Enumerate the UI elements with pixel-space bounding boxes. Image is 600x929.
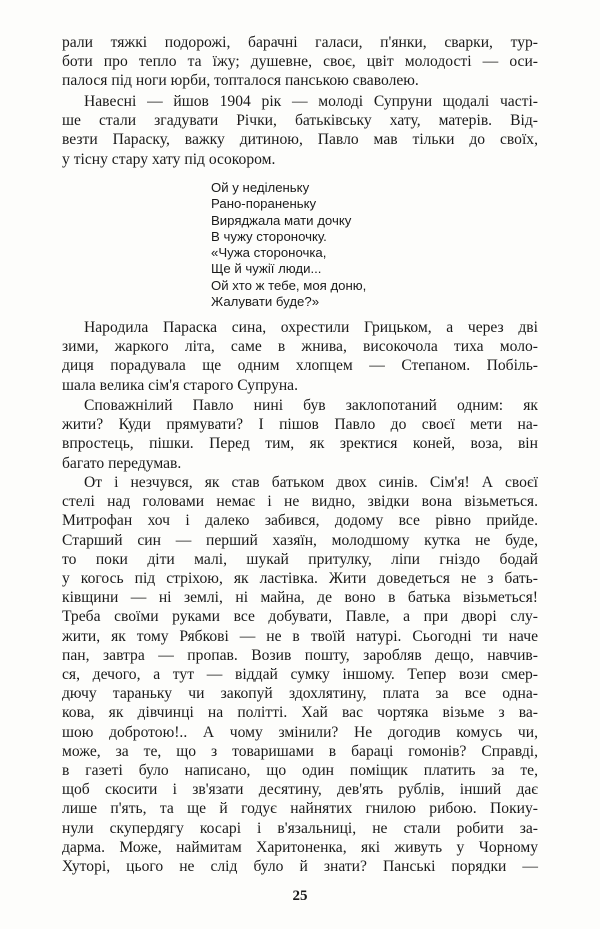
- text-line: рали тяжкі подорожі, барачні галаси, п'янки, сварки, тур-: [62, 34, 538, 51]
- page-number: 25: [292, 888, 308, 904]
- text-line: Митрофан хоч і далеко забився, додому все рівно прийде.: [62, 512, 538, 530]
- text-line: може, за те, що з товаришами в бараці гомонів? Справді,: [62, 742, 538, 760]
- text-line: то поки діти малі, шукай притулку, ліпи гніздо бодай: [62, 550, 538, 568]
- text-line: у когось під стріхою, як ластівка. Жити доведеться не з бать-: [62, 570, 538, 588]
- text-line: ся, дечого, а тут — віддай сумку іншому. Тепер вози смер-: [62, 666, 538, 684]
- text-line: жити? Куди прямувати? І пішов Павло до своєї мети на-: [62, 416, 538, 434]
- text-line: лише п'ять, та ще й годує найнятих гнилою рибою. Покиу-: [62, 800, 538, 818]
- text-line: диця порадувала ще одним хлопцем — Степаном. Побіль-: [62, 357, 538, 375]
- text-line: нули скупердягу косарі і в'язальниці, не стали робити за-: [62, 819, 538, 837]
- paragraph-1: [62, 33, 538, 91]
- text-line: впростець, пішки. Перед тим, як зректися коней, воза, він: [62, 435, 538, 453]
- text-line: в газеті було написано, що один поміщик платить за те,: [62, 762, 538, 780]
- text-line: зими, жаркого літа, саме в жнива, високочола тиха моло-: [62, 338, 538, 356]
- verse-line: Ще й чужії люди...: [211, 261, 322, 277]
- text-line: боти про тепло та їжу; душевне, своє, цвіт молодості — оси-: [62, 53, 538, 71]
- paragraph-2: [62, 92, 538, 169]
- text-line: ківщини — ні землі, ні майна, де воно в батька візьметься!: [62, 589, 538, 607]
- text-line: пан, завтра — пропав. Возив пошту, заробляв дещо, навчив-: [62, 646, 538, 664]
- text-line: Треба своїми руками все добувати, Павле, а при дворі слу-: [62, 608, 538, 626]
- text-line: стелі над головами немає і не видно, звідки вона візьметься.: [62, 493, 538, 511]
- verse-line: Ой у неділеньку: [211, 180, 310, 195]
- text-line: ше стали згадувати Річки, батьківську хату, матерів. Від-: [62, 112, 538, 130]
- paragraph-4: [62, 396, 538, 473]
- text-line: От і незчувся, як став батьком двох синів. Сім'я! А своєї: [84, 474, 538, 491]
- verse-line: Рано-пораненьку: [211, 196, 317, 212]
- text-line: везти Параску, важку дитиною, Павло мав тільки до своїх,: [62, 131, 538, 149]
- text-line: шою добротою!.. А чому змінили? Не догодив комусь чи,: [62, 723, 538, 741]
- text-line: кова, як дівчинці на політті. Хай вас чортяка візьме з ва-: [62, 704, 538, 722]
- text-line: Споважнілий Павло нині був заклопотаний одним: як: [84, 397, 538, 414]
- text-line: у тісну стару хату під осокором.: [62, 150, 276, 168]
- verse-line: «Чужа стороночка,: [211, 245, 327, 261]
- text-line: щоб скосити і зв'язати десятину, дев'ять рублів, інший дає: [62, 781, 538, 799]
- verse-line: Виряджала мати дочку: [211, 212, 352, 228]
- verse-line: Жалувати буде?»: [211, 294, 320, 310]
- paragraph-5: [62, 473, 538, 876]
- text-line: палося під ноги юрби, топталося панською сваволею.: [62, 72, 419, 90]
- text-line: дарма. Може, наймитам Харитоненка, які живуть у Чорному: [62, 838, 538, 856]
- text-line: Хуторі, цього не слід було й знати? Панські порядки —: [62, 858, 538, 876]
- folk-song-verse: [211, 180, 366, 310]
- verse-line: Ой хто ж тебе, моя доню,: [211, 277, 367, 293]
- text-line: Старший син — перший хазяїн, молодшому кутка не буде,: [62, 531, 538, 549]
- paragraph-3: [62, 318, 538, 395]
- text-line: Народила Параска сина, охрестили Грицьком, а через дві: [84, 319, 538, 336]
- text-line: жити, як тому Рябкові — не в твоїй натурі. Сьогодні ти наче: [62, 627, 538, 645]
- text-line: багато передумав.: [62, 454, 182, 472]
- verse-line: В чужу стороночку.: [211, 228, 327, 244]
- text-line: шала велика сім'я старого Супруна.: [62, 376, 298, 394]
- text-line: дючу тараньку чи закопуй здохлятину, плата за все однa-: [62, 685, 538, 703]
- text-line: Навесні — йшов 1904 рік — молоді Супруни щодалі часті-: [84, 93, 538, 110]
